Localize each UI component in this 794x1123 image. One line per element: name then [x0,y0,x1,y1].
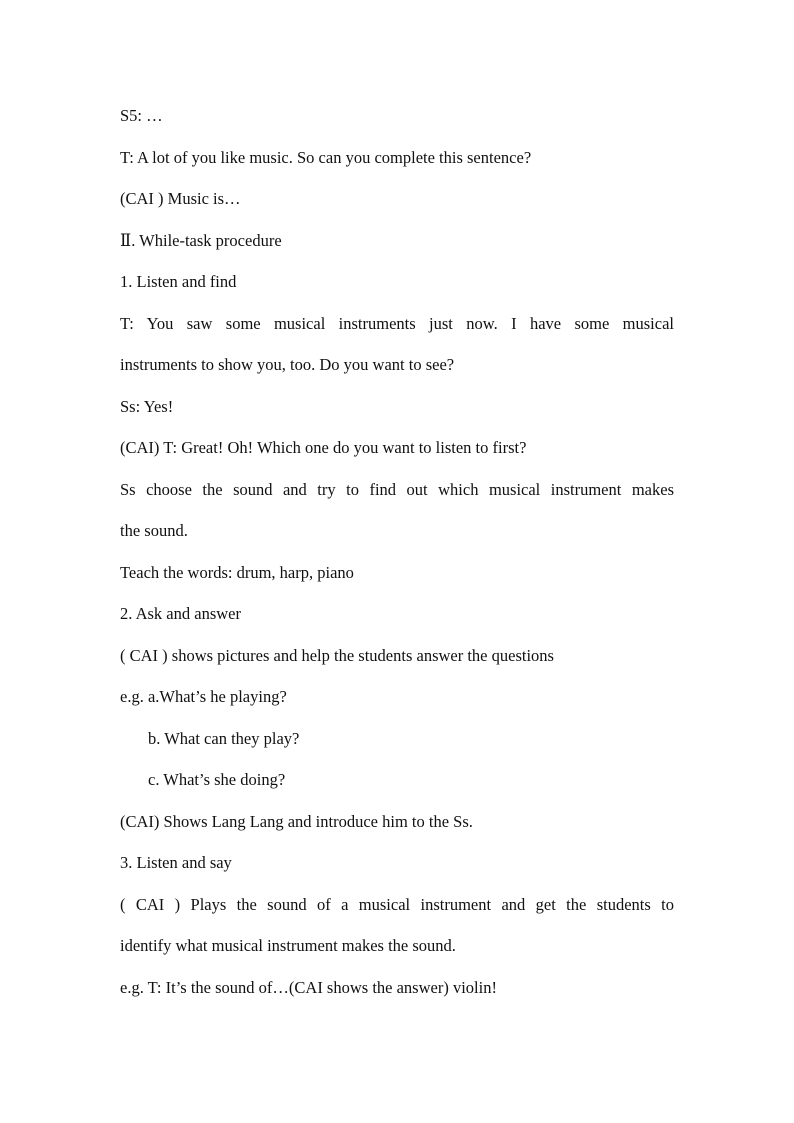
text-line: ( CAI ) Plays the sound of a musical instrument and get the students to [120,894,674,914]
text-line: (CAI ) Music is… [120,189,241,208]
text-line: instruments to show you, too. Do you want to see? [120,355,455,374]
text-line: the sound. [120,521,188,540]
text-line: T: You saw some musical instruments just now. I have some musical [120,313,674,333]
section-heading: Ⅱ. While-task procedure [120,230,282,250]
example-line: c. What’s she doing? [148,770,286,789]
text-line: ( CAI ) shows pictures and help the students answer the questions [120,645,554,665]
text-line: T: A lot of you like music. So can you complete this sentence? [120,147,532,167]
step-heading: 1. Listen and find [120,272,237,291]
example-line: e.g. T: It’s the sound of…(CAI shows the answer) violin! [120,977,497,997]
text-line: Ss choose the sound and try to find out which musical instrument makes [120,479,674,499]
step-heading: 2. Ask and answer [120,604,241,623]
text-line: (CAI) T: Great! Oh! Which one do you want to listen to first? [120,438,527,457]
step-heading: 3. Listen and say [120,853,232,872]
example-line: e.g. a.What’s he playing? [120,687,287,706]
text-line: identify what musical instrument makes the sound. [120,936,456,955]
document-page [120,104,674,1017]
text-line: Ss: Yes! [120,396,174,416]
text-line: (CAI) Shows Lang Lang and introduce him to the Ss. [120,811,473,831]
example-line: b. What can they play? [148,728,300,748]
text-line: S5: … [120,106,163,125]
text-line: Teach the words: drum, harp, piano [120,562,354,582]
